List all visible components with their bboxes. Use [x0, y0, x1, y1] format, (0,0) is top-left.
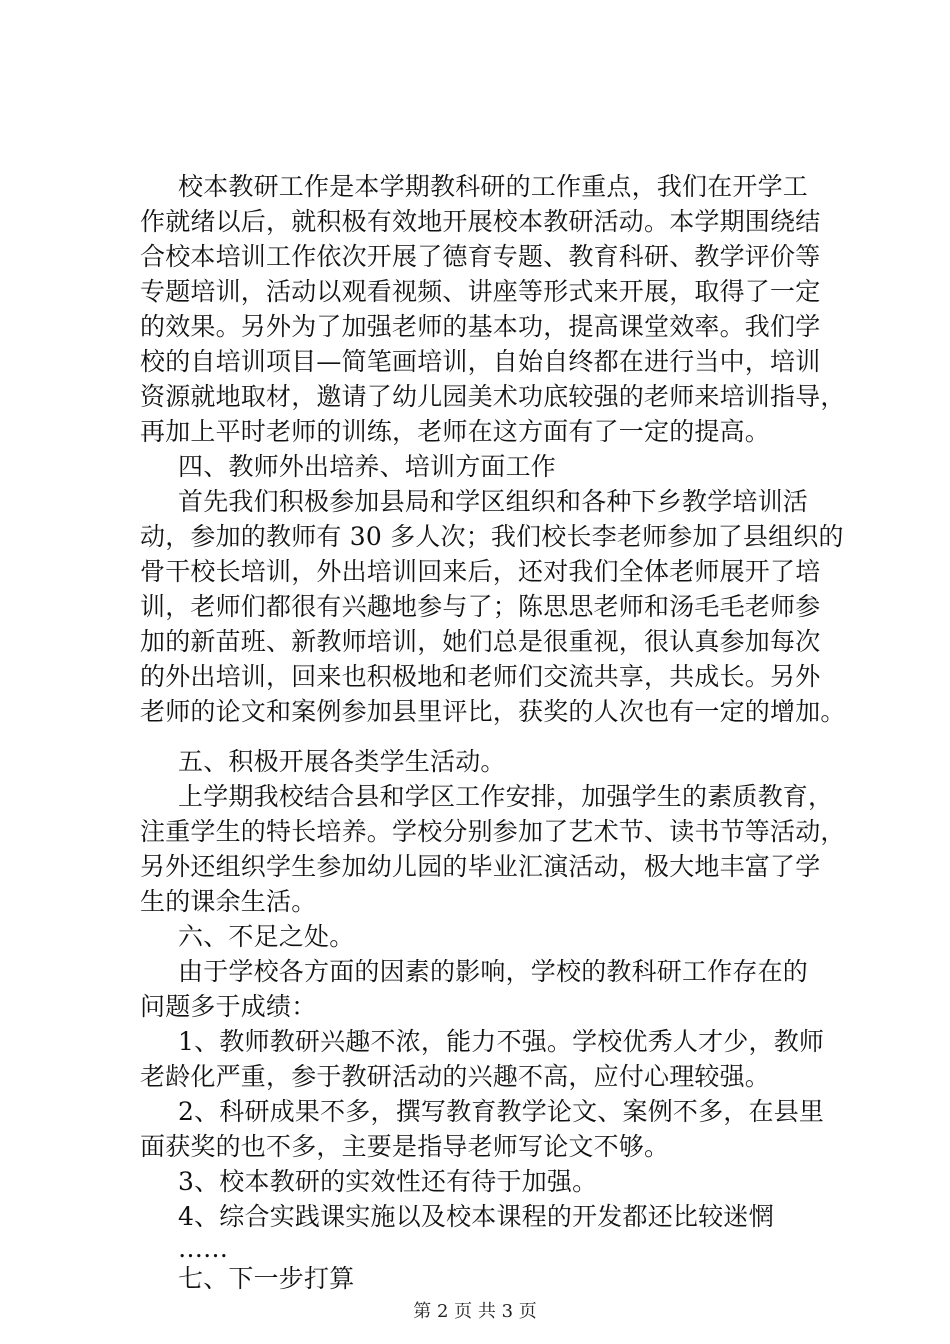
list-item: 4、综合实践课实施以及校本课程的开发都还比较迷惘 [178, 1202, 774, 1231]
page-number: 第 2 页 共 3 页 [413, 1301, 537, 1322]
section-heading: 六、不足之处。 [178, 922, 355, 951]
paragraph-line: 作就绪以后，就积极有效地开展校本教研活动。本学期围绕结 [140, 207, 821, 236]
paragraph-line: 注重学生的特长培养。学校分别参加了艺术节、读书节等活动， [140, 817, 846, 846]
paragraph-line: 资源就地取材，邀请了幼儿园美术功底较强的老师来培训指导， [140, 382, 846, 411]
paragraph-line: 另外还组织学生参加幼儿园的毕业汇演活动，极大地丰富了学 [140, 852, 821, 881]
paragraph-line: 的外出培训，回来也积极地和老师们交流共享，共成长。另外 [140, 662, 821, 691]
paragraph-line: 加的新苗班、新教师培训，她们总是很重视，很认真参加每次 [140, 627, 821, 656]
paragraph-line: …… [178, 1234, 228, 1263]
paragraph-line: 生的课余生活。 [140, 887, 317, 916]
list-item: 1、教师教研兴趣不浓，能力不强。学校优秀人才少，教师 [178, 1027, 825, 1056]
section-heading: 五、积极开展各类学生活动。 [178, 747, 506, 776]
paragraph-line: 问题多于成绩： [140, 992, 317, 1021]
paragraph-line: 再加上平时老师的训练，老师在这方面有了一定的提高。 [140, 417, 771, 446]
paragraph-line: 专题培训，活动以观看视频、讲座等形式来开展，取得了一定 [140, 277, 821, 306]
paragraph-line: 由于学校各方面的因素的影响，学校的教科研工作存在的 [178, 957, 809, 986]
paragraph-line: 面获奖的也不多，主要是指导老师写论文不够。 [140, 1132, 670, 1161]
paragraph-line: 校本教研工作是本学期教科研的工作重点，我们在开学工 [178, 172, 809, 201]
paragraph-line: 骨干校长培训，外出培训回来后，还对我们全体老师展开了培 [140, 557, 821, 586]
list-item: 2、科研成果不多，撰写教育教学论文、案例不多，在县里 [178, 1097, 825, 1126]
paragraph-line: 训，老师们都很有兴趣地参与了；陈思思老师和汤毛毛老师参 [140, 592, 821, 621]
list-item: 3、校本教研的实效性还有待于加强。 [178, 1167, 598, 1196]
paragraph-line: 老龄化严重，参于教研活动的兴趣不高，应付心理较强。 [140, 1062, 771, 1091]
paragraph-line: 合校本培训工作依次开展了德育专题、教育科研、教学评价等 [140, 242, 821, 271]
paragraph-line: 上学期我校结合县和学区工作安排，加强学生的素质教育， [178, 782, 834, 811]
paragraph-line: 老师的论文和案例参加县里评比，获奖的人次也有一定的增加。 [140, 697, 846, 726]
section-heading: 四、教师外出培养、培训方面工作 [178, 452, 557, 481]
paragraph-line: 动，参加的教师有 30 多人次；我们校长李老师参加了县组织的 [140, 522, 844, 551]
paragraph-line: 的效果。另外为了加强老师的基本功，提高课堂效率。我们学 [140, 312, 821, 341]
section-heading: 七、下一步打算 [178, 1264, 355, 1293]
paragraph-line: 校的自培训项目—简笔画培训，自始自终都在进行当中，培训 [140, 347, 821, 376]
paragraph-line: 首先我们积极参加县局和学区组织和各种下乡教学培训活 [178, 487, 809, 516]
